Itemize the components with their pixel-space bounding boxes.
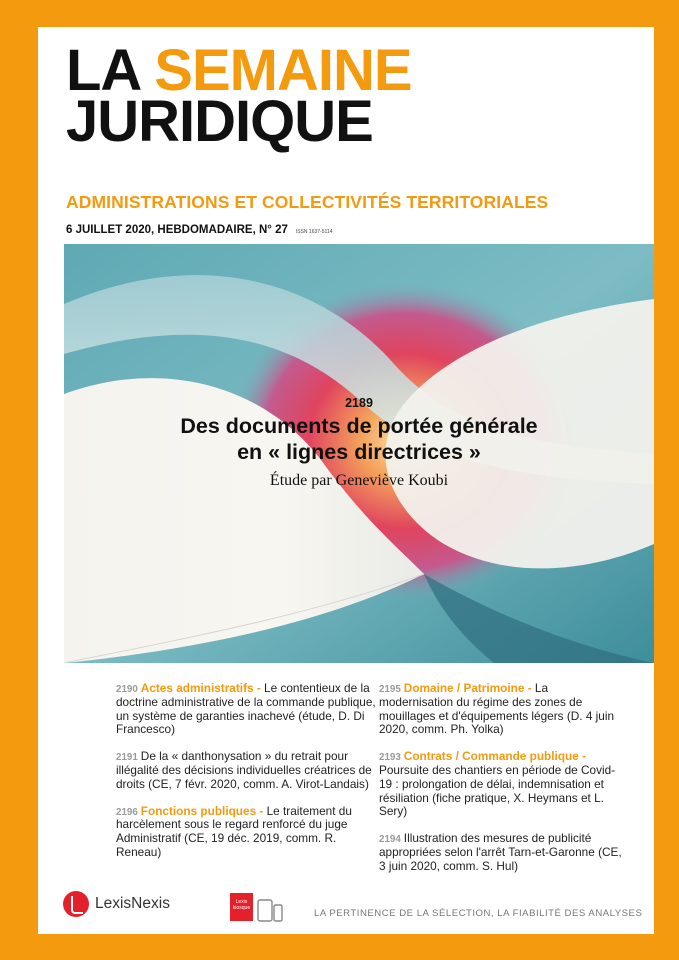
toc-entry bbox=[379, 682, 624, 737]
footer bbox=[38, 889, 654, 929]
toc-entry bbox=[116, 682, 378, 737]
cover-panel bbox=[38, 27, 654, 934]
toc-text: Illustration des mesures de publicité appropriées selon l'arrêt Tarn-et-Garonne (CE, 3 juin 2020, comm. S. Hul) bbox=[379, 831, 622, 873]
masthead-juridique: JURIDIQUE bbox=[66, 89, 373, 155]
feature-title-line1: Des documents de portée générale bbox=[180, 414, 538, 438]
feature-title-line2: en « lignes directrices » bbox=[237, 439, 481, 464]
toc-right-column bbox=[379, 682, 624, 887]
toc-number: 2196 bbox=[116, 806, 138, 818]
lexisnexis-knight-icon bbox=[63, 891, 89, 917]
toc-category: Domaine / Patrimoine - bbox=[403, 681, 535, 695]
tablet-phone-icon bbox=[257, 899, 283, 923]
feature-author: Étude par Geneviève Koubi bbox=[269, 471, 449, 489]
kiosque-top-label: Lexis bbox=[235, 899, 248, 905]
issn: ISSN 1637-5114 bbox=[295, 229, 333, 235]
toc-number: 2193 bbox=[379, 752, 401, 764]
toc-text: La modernisation du régime des zones de mouillages et d'équipements légers (D. 4 juin 2020, comm. Ph. Yolka) bbox=[379, 681, 615, 737]
toc-entry bbox=[379, 750, 624, 819]
lexis-kiosque-badge bbox=[230, 893, 253, 921]
toc-category: Fonctions publiques - bbox=[140, 803, 267, 818]
toc-left-column bbox=[116, 682, 378, 873]
masthead-la: LA bbox=[66, 38, 155, 103]
toc-number: 2194 bbox=[379, 834, 401, 846]
toc-category: Contrats / Commande publique - bbox=[403, 749, 586, 764]
masthead bbox=[66, 38, 412, 155]
feature-article bbox=[64, 396, 654, 490]
toc-entry bbox=[116, 805, 378, 860]
cover-image bbox=[64, 244, 654, 663]
lexisnexis-logo bbox=[63, 891, 170, 917]
issue-date: 6 JUILLET 2020, HEBDOMADAIRE, N° 27 bbox=[66, 224, 288, 236]
masthead-semaine: SEMAINE bbox=[154, 38, 412, 103]
toc-entry bbox=[116, 750, 378, 791]
toc-category: Actes administratifs - bbox=[140, 681, 265, 695]
toc-text: Le traitement du harcèlement sous le regard renforcé du juge Administratif (CE, 19 déc. 2019, comm. R. Reneau) bbox=[116, 803, 352, 859]
feature-number: 2189 bbox=[345, 396, 373, 410]
edition-subtitle: ADMINISTRATIONS ET COLLECTIVITÉS TERRITORIALES bbox=[66, 192, 549, 212]
toc-number: 2191 bbox=[116, 752, 138, 764]
publisher-name: LexisNexis bbox=[95, 895, 170, 912]
toc-entry bbox=[379, 832, 624, 873]
toc-text: Le contentieux de la doctrine administrative de la commande publique, un système de garanties inachevé (étude, D. Di Francesco) bbox=[116, 681, 376, 737]
toc-text: Poursuite des chantiers en période de Covid-19 : prolongation de délai, indemnisation et résiliation (fiche pratique, X. Heymans et L. Sery) bbox=[379, 762, 616, 819]
toc-number: 2190 bbox=[116, 684, 138, 695]
kiosque-bottom-label: kiosque bbox=[232, 904, 251, 911]
dateline bbox=[66, 224, 332, 236]
tagline: LA PERTINENCE DE LA SÉLECTION, LA FIABILITÉ DES ANALYSES bbox=[314, 908, 643, 919]
toc-number: 2195 bbox=[379, 684, 401, 695]
feature-title bbox=[64, 414, 654, 466]
toc-text: De la « danthonysation » du retrait pour illégalité des décisions individuelles créatrices de droits (CE, 7 févr. 2020, comm. A. Virot-Landais) bbox=[116, 749, 372, 791]
